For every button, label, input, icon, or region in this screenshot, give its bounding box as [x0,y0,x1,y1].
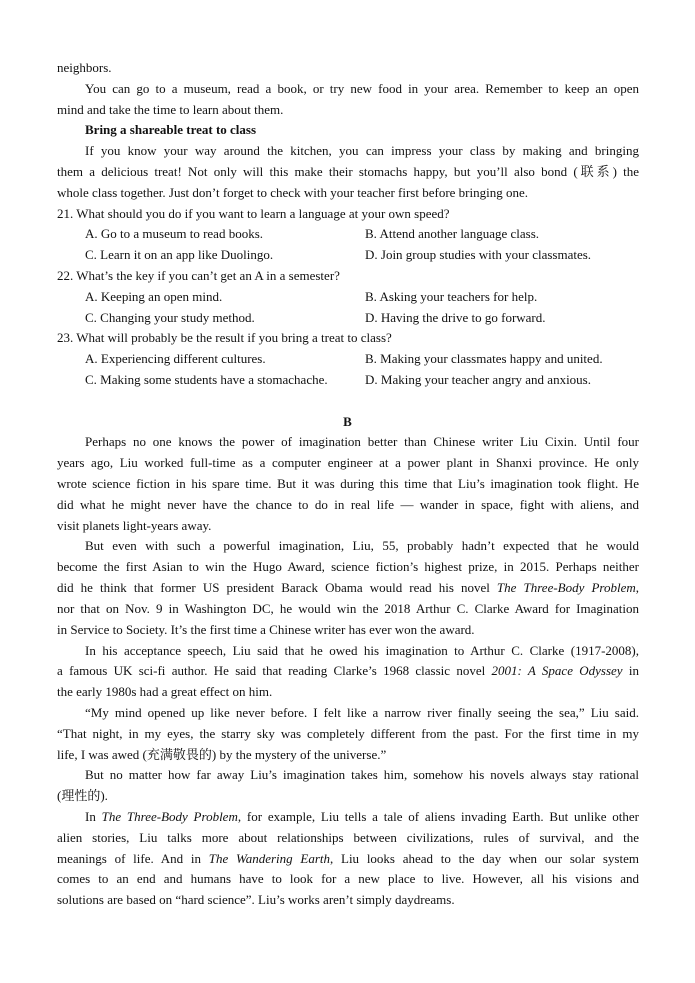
question-stem: 23. What will probably be the result if you bring a treat to class? [57,330,392,345]
text-line: neighbors. [57,60,112,75]
text-line: mind and take the time to learn about them. [57,102,284,117]
option-d: D. Having the drive to go forward. [365,310,546,325]
book-title: The Three-Body Problem [101,809,238,824]
option-c: C. Making some students have a stomachache. [85,372,328,387]
text-line: nor that on Nov. 9 in Washington DC, he would win the 2018 Arthur C. Clarke Award for Imagination [57,601,639,616]
text-line: in Service to Society. It’s the first time a Chinese writer has ever won the award. [57,622,475,637]
text-line: Perhaps no one knows the power of imagination better than Chinese writer Liu Cixin. Until four [85,434,639,449]
option-c: C. Learn it on an app like Duolingo. [85,247,274,262]
text-line: If you know your way around the kitchen, you can impress your class by making and bringing [85,143,639,158]
text-run: , [635,580,639,595]
option-d: D. Making your teacher angry and anxious. [365,372,591,387]
text-line: life, I was awed (充满敬畏的) by the mystery of the universe.” [57,747,387,762]
option-d: D. Join group studies with your classmates. [365,247,592,262]
text-run: , for example, Liu tells a tale of aliens invading Earth. But unlike other [237,809,639,824]
text-line: wrote science fiction in his spare time. But it was during this time that Liu’s imagination took flight. He [57,476,639,491]
text-line: (理性的). [57,788,108,803]
book-title: The Wandering Earth [208,851,330,866]
section-label: B [343,414,352,429]
option-a: A. Keeping an open mind. [85,289,223,304]
text-line: solutions are based on “hard science”. Liu’s works aren’t simply daydreams. [57,892,455,907]
book-title: The Three-Body Problem [496,580,636,595]
text-line [57,851,639,867]
text-line: You can go to a museum, read a book, or try new food in your area. Remember to keep an open [85,81,639,96]
book-title: 2001: A Space Odyssey [491,663,623,678]
option-b: B. Asking your teachers for help. [365,289,538,304]
text-line: alien stories, Liu talks more about relationships between civilizations, rules of survival, and the [57,830,639,845]
text-run: meanings of life. And in [57,851,209,866]
text-line: comes to an end and humans have to look for a new place to live. However, all his visions and [57,871,639,886]
text-run: did he think that former US president Barack Obama would read his novel [57,580,497,595]
text-line: years ago, Liu worked full-time as a computer engineer at a power plant in Shanxi province. He only [57,455,639,470]
text-line [85,809,639,825]
option-c: C. Changing your study method. [85,310,255,325]
text-run: a famous UK sci-fi author. He said that reading Clarke’s 1968 classic novel [57,663,492,678]
text-line [57,663,639,679]
section-heading: Bring a shareable treat to class [85,122,257,137]
text-line: In his acceptance speech, Liu said that he owed his imagination to Arthur C. Clarke (1917-2008), [85,643,639,658]
text-line: become the first Asian to win the Hugo Award, science fiction’s highest prize, in 2015. Perhaps neither [57,559,639,574]
question-stem: 21. What should you do if you want to learn a language at your own speed? [57,206,450,221]
text-line [57,580,639,596]
text-line: whole class together. Just don’t forget to check with your teacher first before bringing one. [57,185,529,200]
text-line: But even with such a powerful imagination, Liu, 55, probably hadn’t expected that he would [85,538,639,553]
text-line: did what he might never have the chance to do in real life — wander in space, fight with aliens, and [57,497,639,512]
text-run: , Liu looks ahead to the day when our solar system [330,851,639,866]
text-line: “That night, in my eyes, the starry sky was completely different from the past. For the first time in my [57,726,639,741]
option-b: B. Making your classmates happy and united. [365,351,603,366]
text-line: the early 1980s had a great effect on him. [57,684,273,699]
text-run: in [622,663,639,678]
text-line: “My mind opened up like never before. I felt like a narrow river finally seeing the sea,” Liu said. [85,705,639,720]
text-line: visit planets light-years away. [57,518,212,533]
text-run: In [85,809,102,824]
question-stem: 22. What’s the key if you can’t get an A in a semester? [57,268,340,283]
text-line: them a delicious treat! Not only will this make their stomachs happy, but you’ll also bond (联系) the [57,164,639,179]
option-a: A. Go to a museum to read books. [85,226,264,241]
text-line: But no matter how far away Liu’s imagination takes him, somehow his novels always stay rational [85,767,639,782]
option-a: A. Experiencing different cultures. [85,351,266,366]
option-b: B. Attend another language class. [365,226,540,241]
